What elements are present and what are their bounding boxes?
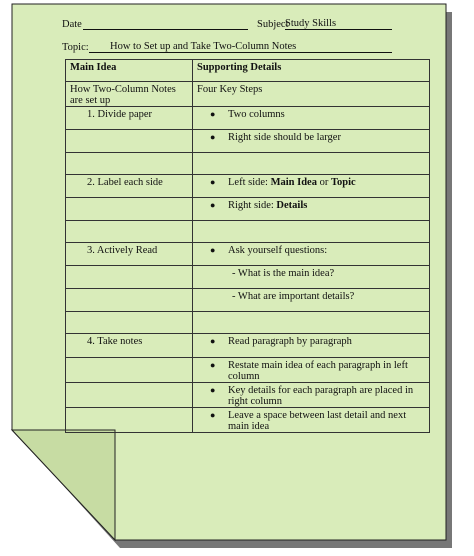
table-row (66, 243, 430, 266)
table-row (66, 358, 430, 383)
detail-text: Leave a space between last detail and next main idea (228, 410, 407, 432)
main-idea-cell[interactable] (66, 358, 193, 383)
detail-text: Right side should be larger (228, 132, 341, 143)
table-row (66, 334, 430, 358)
bullet-icon: ● (210, 410, 216, 420)
main-idea-cell[interactable]: How Two-Column Notes are set up (66, 82, 193, 107)
main-idea-cell[interactable] (66, 130, 193, 153)
main-idea-cell[interactable] (66, 312, 193, 334)
detail-cell[interactable] (193, 243, 430, 266)
table-row (66, 289, 430, 312)
table-row (66, 266, 430, 289)
detail-cell[interactable] (193, 107, 430, 130)
bullet-icon: ● (210, 360, 216, 370)
detail-cell[interactable] (193, 312, 430, 334)
detail-cell[interactable] (193, 266, 430, 289)
main-idea-cell[interactable] (66, 266, 193, 289)
date-line[interactable] (83, 29, 248, 30)
detail-text: Ask yourself questions: (228, 245, 328, 256)
detail-cell[interactable] (193, 408, 430, 433)
table-row (66, 107, 430, 130)
main-idea-header: Main Idea (66, 60, 193, 82)
main-idea-cell[interactable]: 1. Divide paper (66, 107, 193, 130)
detail-text: Restate main idea of each paragraph in left column (228, 360, 408, 382)
two-column-notes-table (65, 59, 430, 433)
bullet-icon: ● (210, 177, 216, 187)
topic-value[interactable]: How to Set up and Take Two-Column Notes (110, 41, 297, 52)
detail-cell[interactable] (193, 130, 430, 153)
detail-cell[interactable]: Four Key Steps (193, 82, 430, 107)
main-idea-cell[interactable] (66, 198, 193, 221)
table-row (66, 175, 430, 198)
bullet-icon: ● (210, 245, 216, 255)
detail-text: - What is the main idea? (232, 268, 335, 279)
detail-cell[interactable] (193, 358, 430, 383)
bullet-icon: ● (210, 336, 216, 346)
subject-value[interactable]: Study Skills (285, 18, 337, 29)
detail-text: Key details for each paragraph are placed in right column (228, 385, 414, 407)
detail-text: Two columns (228, 109, 285, 120)
main-idea-cell[interactable]: 2. Label each side (66, 175, 193, 198)
supporting-details-header: Supporting Details (193, 60, 430, 82)
main-idea-cell[interactable] (66, 408, 193, 433)
subject-label: Subject (257, 19, 289, 30)
main-idea-cell[interactable] (66, 221, 193, 243)
topic-label: Topic: (62, 42, 89, 53)
main-idea-cell[interactable] (66, 383, 193, 408)
detail-text: Left side: Main Idea or Topic (228, 177, 356, 188)
folded-corner (12, 430, 115, 540)
main-idea-cell[interactable] (66, 153, 193, 175)
table-row (66, 383, 430, 408)
detail-text: - What are important details? (232, 291, 355, 302)
detail-cell[interactable] (193, 383, 430, 408)
bullet-icon: ● (210, 132, 216, 142)
bullet-icon: ● (210, 385, 216, 395)
table-row (66, 82, 430, 107)
date-label: Date (62, 19, 82, 30)
table-row (66, 408, 430, 433)
main-idea-cell[interactable]: 3. Actively Read (66, 243, 193, 266)
detail-text: Read paragraph by paragraph (228, 336, 352, 347)
main-idea-cell[interactable] (66, 289, 193, 312)
detail-cell[interactable] (193, 334, 430, 358)
detail-cell[interactable] (193, 175, 430, 198)
table-row (66, 198, 430, 221)
table-header-row (66, 60, 430, 82)
detail-cell[interactable] (193, 153, 430, 175)
detail-text: Right side: Details (228, 200, 308, 211)
main-idea-cell[interactable]: 4. Take notes (66, 334, 193, 358)
bullet-icon: ● (210, 109, 216, 119)
table-row (66, 221, 430, 243)
detail-cell[interactable] (193, 221, 430, 243)
table-row (66, 130, 430, 153)
detail-cell[interactable] (193, 289, 430, 312)
table-row (66, 312, 430, 334)
detail-cell[interactable] (193, 198, 430, 221)
table-row (66, 153, 430, 175)
bullet-icon: ● (210, 200, 216, 210)
